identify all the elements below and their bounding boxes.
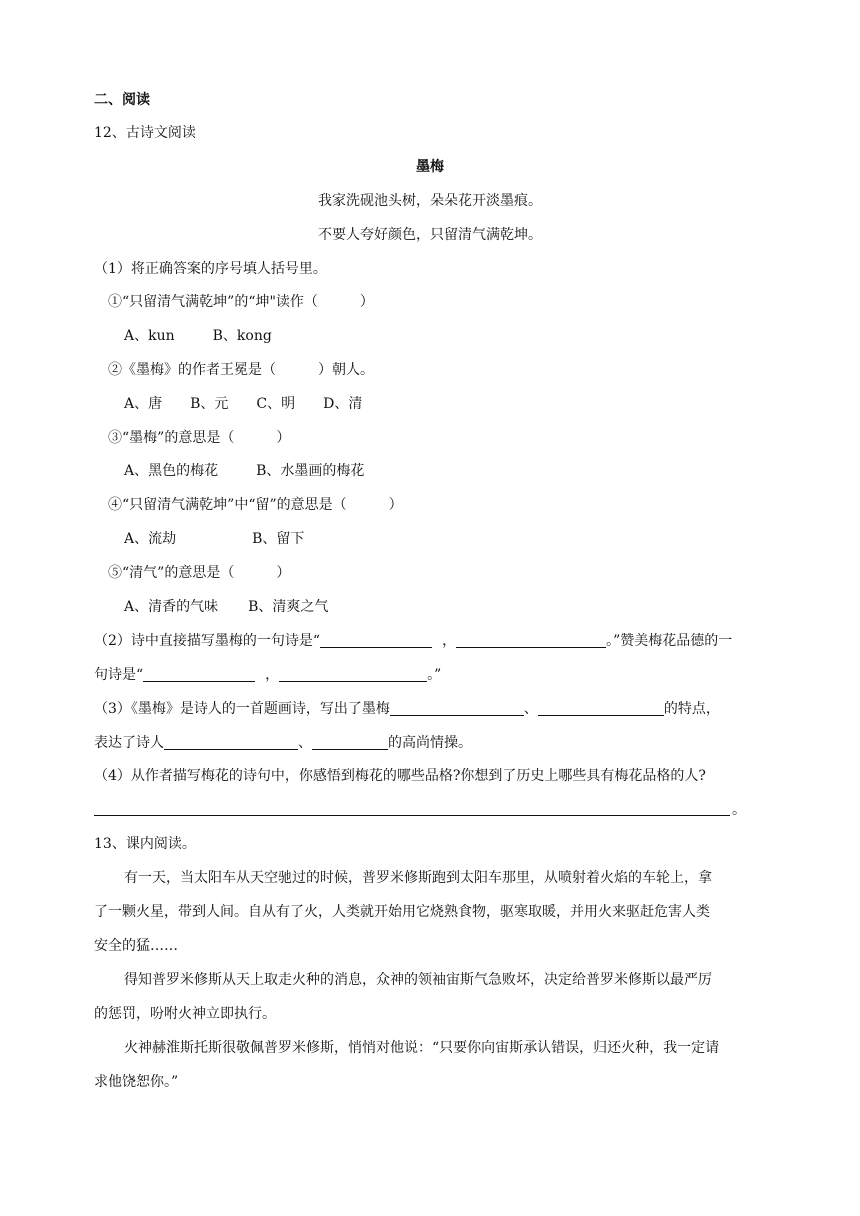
- sub-question-2: ②《墨梅》的作者王冕是（ ）朝人。: [108, 362, 374, 378]
- option: B、留下: [252, 531, 305, 547]
- answer-blank[interactable]: [312, 735, 388, 750]
- part-3-line-1: （3）《墨梅》是诗人的一首题画诗，写出了墨梅 、 的特点，: [94, 701, 720, 717]
- sub-question-3: ③“墨梅”的意思是（ ）: [108, 430, 291, 446]
- option: A、唐: [124, 396, 163, 412]
- option: A、黑色的梅花: [124, 463, 219, 479]
- part-4-question: （4）从作者描写梅花的诗句中，你感悟到梅花的哪些品格?你想到了历史上哪些具有梅花品格的人?: [94, 768, 706, 784]
- poem-title: 墨梅: [416, 159, 444, 175]
- sub-question-2-options: [124, 394, 362, 414]
- option: B、元: [190, 396, 229, 412]
- option: D、清: [323, 396, 363, 412]
- sub-question-4-options: [124, 529, 304, 549]
- passage-line: 了一颗火星，带到人间。自从有了火，人类就开始用它烧熟食物，驱寒取暖，并用火来驱赶危害人类: [94, 904, 710, 920]
- sub-question-3-options: [124, 461, 364, 481]
- sub-question-5-options: [124, 597, 328, 617]
- option: A、kun: [124, 328, 175, 344]
- question-12-label: 12、古诗文阅读: [94, 125, 196, 141]
- sub-question-5: ⑤“清气”的意思是（ ）: [108, 565, 291, 581]
- option: B、kong: [212, 328, 272, 344]
- option: B、清爽之气: [248, 599, 329, 615]
- part-2-line-1: （2）诗中直接描写墨梅的一句诗是“ ， 。”赞美梅花品德的一: [94, 633, 733, 649]
- sub-question-4: ④“只留清气满乾坤”中“留”的意思是（ ）: [108, 497, 403, 513]
- answer-blank[interactable]: [143, 667, 255, 682]
- answer-blank[interactable]: [164, 735, 298, 750]
- answer-blank[interactable]: [538, 701, 664, 716]
- sub-question-1-options: [124, 326, 272, 346]
- answer-blank[interactable]: [320, 633, 432, 648]
- option: B、水墨画的梅花: [256, 463, 365, 479]
- answer-blank[interactable]: [279, 667, 427, 682]
- passage-line: 的惩罚，吩咐火神立即执行。: [94, 1006, 276, 1022]
- question-13-label: 13、课内阅读。: [94, 836, 196, 852]
- part-3-line-2: 表达了诗人 、 的高尚情操。: [94, 735, 472, 751]
- option: A、清香的气味: [124, 599, 219, 615]
- part-2-line-2: 句诗是“ ， 。”: [94, 667, 442, 683]
- option: C、明: [256, 396, 296, 412]
- part-1-instruction: （1）将正确答案的序号填人括号里。: [94, 261, 327, 277]
- poem-line-2: 不要人夸好颜色，只留清气满乾坤。: [318, 227, 542, 243]
- sub-question-1: ①“只留清气满乾坤”的“坤"读作（ ）: [108, 294, 374, 310]
- passage-line: 有一天，当太阳车从天空驰过的时候，普罗米修斯跑到太阳车那里，从喷射着火焰的车轮上，拿: [124, 870, 712, 886]
- passage-line: 得知普罗米修斯从天上取走火种的消息，众神的领袖宙斯气急败坏，决定给普罗米修斯以最严厉: [124, 972, 712, 988]
- poem-line-1: 我家洗砚池头树，朵朵花开淡墨痕。: [318, 193, 542, 209]
- answer-blank[interactable]: [456, 633, 606, 648]
- option: A、流劫: [124, 531, 177, 547]
- passage-line: 求他饶恕你。”: [94, 1074, 179, 1090]
- answer-blank[interactable]: [390, 701, 524, 716]
- section-heading: 二、阅读: [94, 92, 150, 108]
- answer-line-end: 。: [732, 802, 746, 818]
- passage-line: 火神赫淮斯托斯很敬佩普罗米修斯，悄悄对他说：“只要你向宙斯承认错误，归还火种，我一定请: [124, 1040, 720, 1056]
- answer-line[interactable]: [94, 815, 730, 816]
- passage-line: 安全的猛……: [94, 938, 178, 954]
